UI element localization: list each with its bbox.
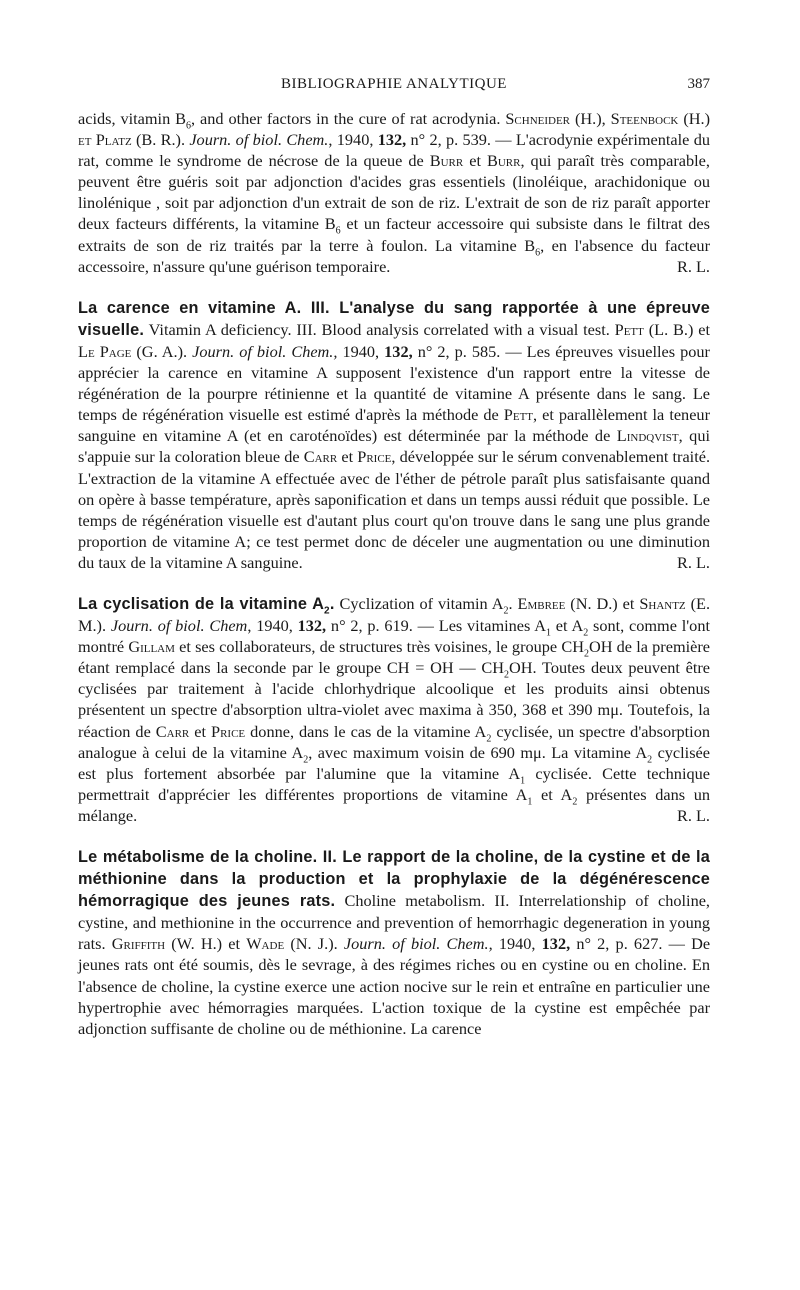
entry-signature: R. L. xyxy=(676,256,710,276)
entry-english-title: Cyclization of vitamin $A_2$. xyxy=(339,593,513,617)
entry-english-title: Vitamin A deficiency. III. Blood analysis correlated with a visual test. xyxy=(148,319,610,339)
journal-name: Journ. of biol. Chem., xyxy=(192,341,338,361)
page-number: 387 xyxy=(687,76,710,92)
journal-name: Journ. of biol. Chem., xyxy=(343,934,493,954)
entry-signature: R. L. xyxy=(676,805,710,825)
page xyxy=(78,76,710,1039)
entry-title: La cyclisation de la vitamine $A_2$. xyxy=(78,594,335,617)
entry-authors: Schneider (H.), Steenbock (H.) et Platz (B. R.). xyxy=(78,109,710,150)
running-head xyxy=(78,76,710,100)
entry-signature: R. L. xyxy=(676,552,710,572)
journal-name: Journ. of biol. Chem xyxy=(110,616,248,636)
bibliography-entry-3: La cyclisation de la vitamine $A_2$. Cyclization of vitamin $A_2$. Embree (N. D.) et Shantz (E. M.). Journ. of biol. Chem, 1940, 132, n° 2, p. 619. — Les vitamines $A_1$ et $A_2$ sont, comme l'ont montré Gillam et ses collaborateurs, de structures très voisines, le groupe $CH_2OH$ de la première étant remplacé dans la seconde par le groupe CH = OH — $CH_2OH$. Toutes deux peuvent être cyclisées par traitement à l'acide chlorhydrique alcoolique et les produits ainsi obtenus présentent un spectre d'absorption ultra-violet avec maxima à 350, 368 et 390 mμ. Toutefois, la réaction de Carr et Price donne, dans le cas de la vitamine $A_2$ cyclisée, un spectre d'absorption analogue à celui de la vitamine $A_2$, avec maximum voisin de 690 mμ. La vitamine $A_2$ cyclisée est plus fortement absorbée par l'alumine que la vitamine $A_1$ cyclisée. Cette technique permettrait d'apprécier les différentes proportions de vitamine $A_1$ et $A_2$ présentes dans un mélange. R. L. xyxy=(78,593,711,825)
entry-title: La carence en vitamine A. III. L'analyse du sang rapportée à une épreuve visuelle. xyxy=(78,298,710,339)
bibliography-entry-1: acids, vitamin $B_6$, and other factors in the cure of rat acrodynia. Schneider (H.), Steenbock (H.) et Platz (B. R.). Journ. of biol. Chem., 1940, 132, n° 2, p. 539. — L'acrodynie expérimentale du rat, comme le syndrome de nécrose de la queue de Burr et Burr, qui paraît très comparable, peuvent être guéris soit par adjonction d'acides gras essentiels (linoléique, arachidonique ou linolénique , soit par adjonction d'un extrait de son de riz. L'extrait de son de riz paraît apporter deux facteurs différents, la vitamine $B_6$ et un facteur accessoire qui subsiste dans le filtrat des extraits de son de riz traités par la terre à foulon. La vitamine $B_6$, en l'absence du facteur accessoire, n'assure qu'une guérison temporaire. R. L. xyxy=(78,109,710,276)
running-head-title: BIBLIOGRAPHIE ANALYTIQUE xyxy=(281,76,507,92)
bibliography-entry-2: La carence en vitamine A. III. L'analyse du sang rapportée à une épreuve visuelle. Vitamin A deficiency. III. Blood analysis correlated with a visual test. Pett (L. B.) et Le Page (G. A.). Journ. of biol. Chem., 1940, 132, n° 2, p. 585. — Les épreuves visuelles pour apprécier la carence en vitamine A supposent l'existence d'un rapport entre la vitesse de régénération de la pourpre rétinienne et la quantité de vitamine A présente dans le sang. Le temps de régénération visuelle est estimé d'après la méthode de Pett, et parallèlement la teneur sanguine en vitamine A (et en caroténoïdes) est déterminée par la méthode de Lindqvist, qui s'appuie sur la coloration bleue de Carr et Price, développée sur le sérum convenablement traité. L'extraction de la vitamine A effectuée avec de l'éther de pétrole paraît plus satisfaisante quand on opère à basse température, après saponification et dans un temps aussi réduit que possible. Le temps de régénération visuelle est d'autant plus court qu'on trouve dans le sang une plus grande proportion de vitamine A; ce test permet donc de déceler une augmentation ou une diminution du taux de la vitamine A sanguine. R. L. xyxy=(78,298,711,572)
bibliography-entry-4: Le métabolisme de la choline. II. Le rapport de la choline, de la cystine et de la méthionine dans la production et la prophylaxie de la dégénérescence hémorragique des jeunes rats. Choline metabolism. II. Interrelationship of choline, cystine, and methionine in the occurrence and prevention of hemorrhagic degeneration in young rats. Griffith (W. H.) et Wade (N. J.). Journ. of biol. Chem., 1940, 132, n° 2, p. 627. — De jeunes rats ont été soumis, dès le sevrage, à des régimes riches ou en cystine ou en choline. En l'absence de choline, la cystine exerce une action nocive sur le rein et entraîne en particulier une hypertrophie avec hémorragies marquées. L'action toxique de la cystine est empêchée par adjonction suffisante de choline ou de méthionine. La carence xyxy=(78,848,711,1038)
entry-title: Le métabolisme de la choline. II. Le rapport de la choline, de la cystine et de la méthionine dans la production et la prophylaxie de la dégénérescence hémorragique des jeunes rats. xyxy=(78,848,710,911)
entry-english-title: Choline metabolism. II. Interrelationship of choline, cystine, and methionine in the occurrence and prevention of hemorrhagic degeneration in young rats. xyxy=(78,891,711,954)
journal-name: Journ. of biol. Chem. xyxy=(189,130,329,150)
